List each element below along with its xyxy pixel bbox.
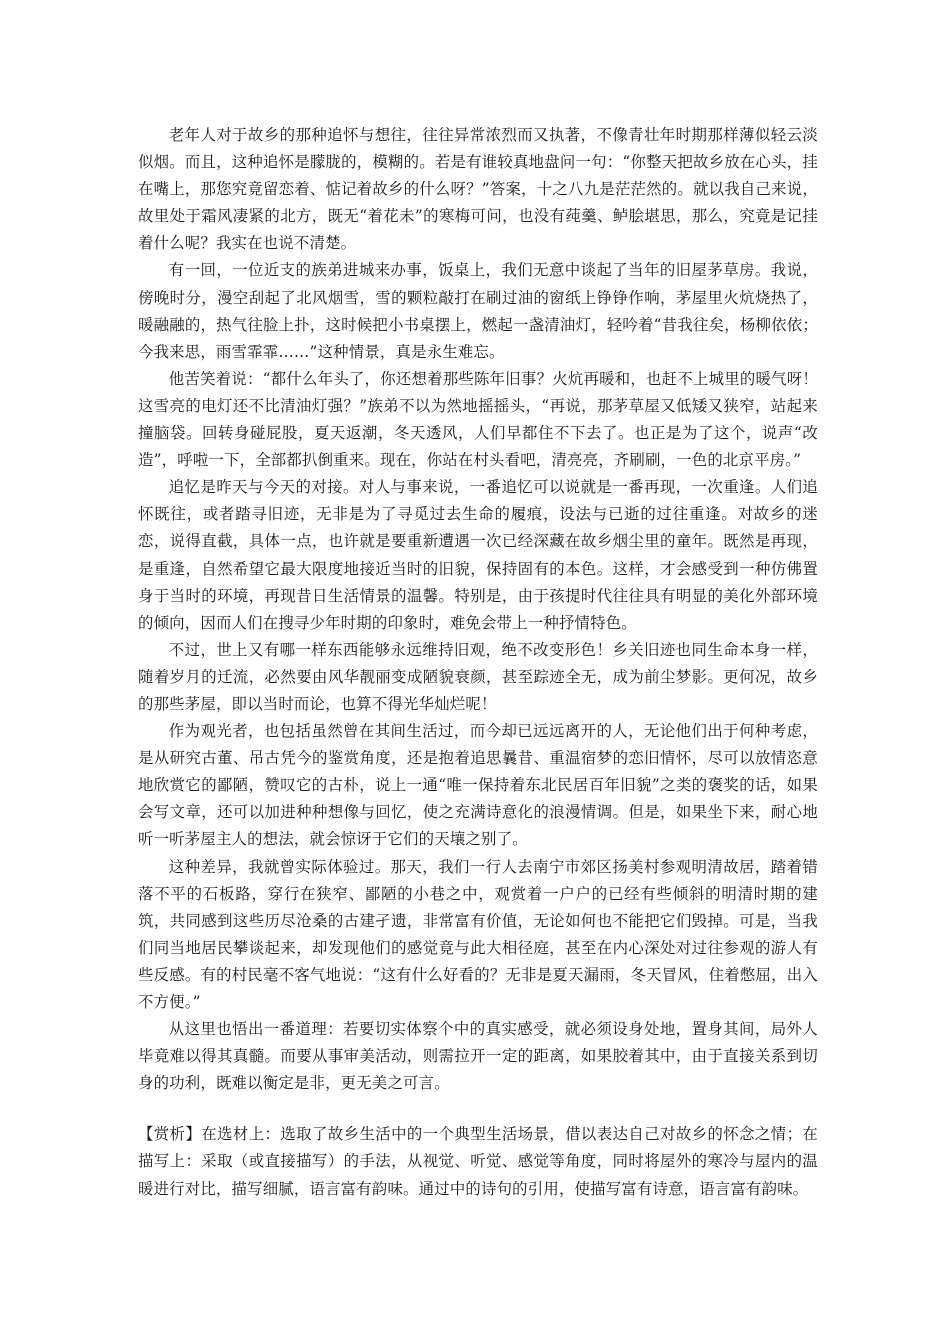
paragraph-8: 从这里也悟出一番道理：若要切实体察个中的真实感受，就必须设身处地，置身其间，局外人毕竟难以得其真髓。而要从事审美活动，则需拉开一定的距离，如果胶着其中，由于直接关系到切身的功利，既难以衡定是非，更无美之可言。 xyxy=(138,1020,818,1093)
analysis-label: 【赏析】 xyxy=(138,1125,202,1144)
paragraph-5: 不过，世上又有哪一样东西能够永远维持旧观，绝不改变形色！乡关旧迹也同生命本身一样，随着岁月的迁流，必然要由风华靓丽变成陋貌衰颜，甚至踪迹全无，成为前尘梦影。更何况，故乡的那些茅屋，即以当时而论，也算不得光华灿烂呢！ xyxy=(138,640,818,713)
document-page xyxy=(138,122,818,1203)
paragraph-1: 老年人对于故乡的那种追怀与想往，往往异常浓烈而又执著，不像青壮年时期那样薄似轻云淡似烟。而且，这种追怀是朦胧的，模糊的。若是有谁较真地盘问一句：“你整天把故乡放在心头，挂在嘴上，那您究竟留恋着、惦记着故乡的什么呀？”答案，十之八九是茫茫然的。就以我自己来说，故里处于霜风凄紧的北方，既无“着花未”的寒梅可问，也没有莼羹、鲈脍堪思，那么，究竟是记挂着什么呢？我实在也说不清楚。 xyxy=(138,126,818,253)
analysis-section xyxy=(138,1121,818,1202)
paragraph-2: 有一回，一位近支的族弟进城来办事，饭桌上，我们无意中谈起了当年的旧屋茅草房。我说，傍晚时分，漫空刮起了北风烟雪，雪的颗粒敲打在刷过油的窗纸上铮铮作响，茅屋里火炕烧热了，暖融融的，热气往脸上扑，这时候把小书桌摆上，燃起一盏清油灯，轻吟着“昔我往矣，杨柳依依；今我来思，雨雪霏霏……”这种情景，真是永生难忘。 xyxy=(138,261,818,361)
paragraph-7: 这种差异，我就曾实际体验过。那天，我们一行人去南宁市郊区扬美村参观明清故居，踏着错落不平的石板路，穿行在狭窄、鄙陋的小巷之中，观赏着一户户的已经有些倾斜的明清时期的建筑，共同感到这些历尽沧桑的古建孑遗，非常富有价值，无论如何也不能把它们毁掉。可是，当我们同当地居民攀谈起来，却发现他们的感觉竟与此大相径庭，甚至在内心深处对过往参观的游人有些反感。有的村民毫不客气地说：“这有什么好看的？无非是夏天漏雨，冬天冒风，住着憋屈，出入不方便。” xyxy=(138,857,818,1011)
paragraph-6: 作为观光者，也包括虽然曾在其间生活过，而今却已远远离开的人，无论他们出于何种考虑，是从研究古董、吊古凭今的鉴赏角度，还是抱着追思曩昔、重温宿梦的恋旧情怀，尽可以放情恣意地欣赏它的鄙陋，赞叹它的古朴，说上一通“唯一保持着东北民居百年旧貌”之类的褒奖的话，如果会写文章，还可以加进种种想像与回忆，使之充满诗意化的浪漫情调。但是，如果坐下来，耐心地听一听茅屋主人的想法，就会惊讶于它们的天壤之别了。 xyxy=(138,722,818,849)
analysis-text: 在选材上：选取了故乡生活中的一个典型生活场景，借以表达自己对故乡的怀念之情；在描写上：采取（或直接描写）的手法，从视觉、听觉、感觉等角度，同时将屋外的寒冷与屋内的温暖进行对比，描写细腻，语言富有韵味。通过中的诗句的引用，使描写富有诗意，语言富有韵味。 xyxy=(138,1125,818,1198)
paragraph-4: 追忆是昨天与今天的对接。对人与事来说，一番追忆可以说就是一番再现，一次重逢。人们追怀既往，或者踏寻旧迹，无非是为了寻觅过去生命的履痕，设法与已逝的过往重逢。对故乡的迷恋，说得直截，具体一点，也许就是要重新遭遇一次已经深藏在故乡烟尘里的童年。既然是再现，是重逢，自然希望它最大限度地接近当时的旧貌，保持固有的本色。这样，才会感受到一种仿佛置身于当时的环境，再现昔日生活情景的温馨。特别是，由于孩提时代往往具有明显的美化外部环境的倾向，因而人们在搜寻少年时期的印象时，难免会带上一种抒情特色。 xyxy=(138,478,818,632)
paragraph-3: 他苦笑着说：“都什么年头了，你还想着那些陈年旧事？火炕再暖和，也赶不上城里的暖气呀！这雪亮的电灯还不比清油灯强？”族弟不以为然地摇摇头，“再说，那茅草屋又低矮又狭窄，站起来撞脑袋。回转身碰屁股，夏天返潮，冬天透风，人们早都住不下去了。也正是为了这个，说声“改造”，呼啦一下，全部都扒倒重来。现在，你站在村头看吧，清亮亮，齐刷刷，一色的北京平房。” xyxy=(138,369,818,470)
